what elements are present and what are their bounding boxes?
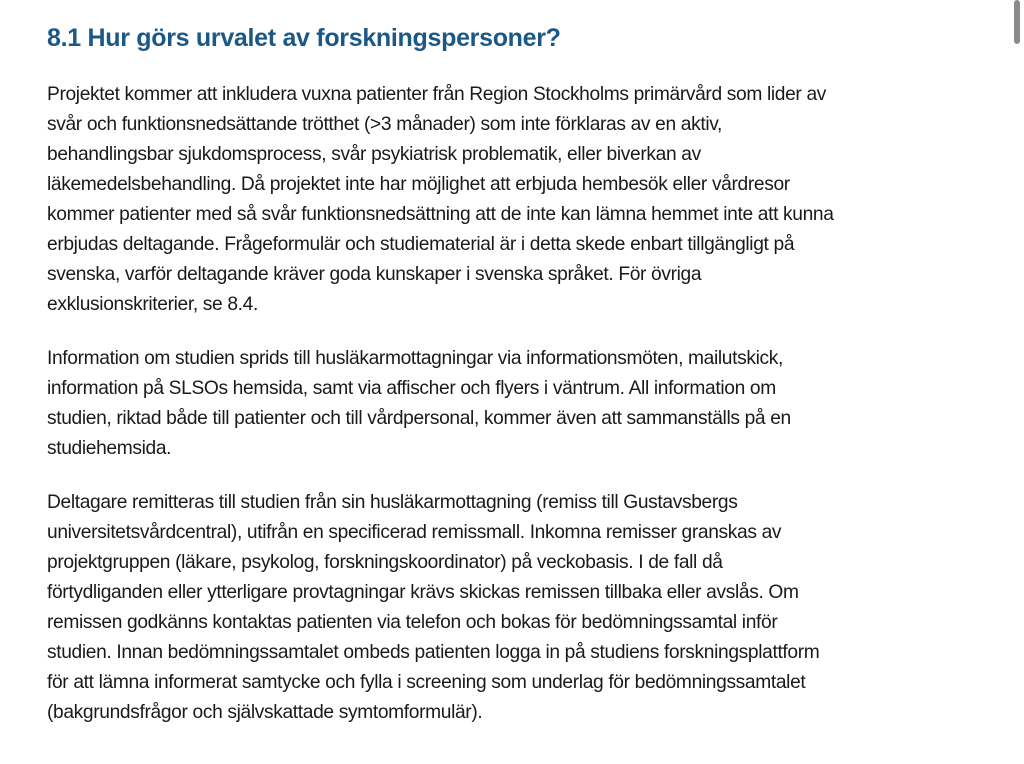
text-line: läkemedelsbehandling. Då projektet inte har möjlighet att erbjuda hembesök eller vårdresor	[47, 174, 790, 195]
text-line: Deltagare remitteras till studien från sin husläkarmottagning (remiss till Gustavsbergs	[47, 492, 738, 513]
paragraph	[47, 344, 834, 464]
scrollbar[interactable]	[1014, 0, 1020, 44]
text-line: information på SLSOs hemsida, samt via affischer och flyers i väntrum. All information om	[47, 378, 776, 399]
text-line: Information om studien sprids till husläkarmottagningar via informationsmöten, mailutskick,	[47, 348, 783, 369]
text-line: exklusionskriterier, se 8.4.	[47, 294, 258, 315]
text-line: studiehemsida.	[47, 438, 172, 459]
document-content	[47, 18, 834, 728]
text-line: erbjudas deltagande. Frågeformulär och studiematerial är i detta skede enbart tillgängligt på	[47, 234, 795, 255]
text-line: universitetsvårdcentral), utifrån en specificerad remissmall. Inkomna remisser granskas av	[47, 522, 782, 543]
text-line: svenska, varför deltagande kräver goda kunskaper i svenska språket. För övriga	[47, 264, 702, 285]
paragraph	[47, 488, 834, 728]
text-line: Projektet kommer att inkludera vuxna patienter från Region Stockholms primärvård som lider av	[47, 84, 827, 105]
text-line: remissen godkänns kontaktas patienten via telefon och bokas för bedömningssamtal inför	[47, 612, 778, 633]
text-line: förtydliganden eller ytterligare provtagningar krävs skickas remissen tillbaka eller avslås. Om	[47, 582, 799, 603]
text-line: för att lämna informerat samtycke och fylla i screening som underlag för bedömningssamtalet	[47, 672, 806, 693]
text-line: svår och funktionsnedsättande trötthet (>3 månader) som inte förklaras av en aktiv,	[47, 114, 723, 135]
text-line: projektgruppen (läkare, psykolog, forskningskoordinator) på veckobasis. I de fall då	[47, 552, 723, 573]
text-line: studien. Innan bedömningssamtalet ombeds patienten logga in på studiens forskningsplattform	[47, 642, 820, 663]
text-line: studien, riktad både till patienter och till vårdpersonal, kommer även att sammanställs på en	[47, 408, 791, 429]
text-line: kommer patienter med så svår funktionsnedsättning att de inte kan lämna hemmet inte att kunna	[47, 204, 834, 225]
text-line: behandlingsbar sjukdomsprocess, svår psykiatrisk problematik, eller biverkan av	[47, 144, 701, 165]
paragraph	[47, 80, 834, 320]
section-heading: 8.1 Hur görs urvalet av forskningspersoner?	[47, 24, 561, 52]
text-line: (bakgrundsfrågor och självskattade symtomformulär).	[47, 702, 483, 723]
